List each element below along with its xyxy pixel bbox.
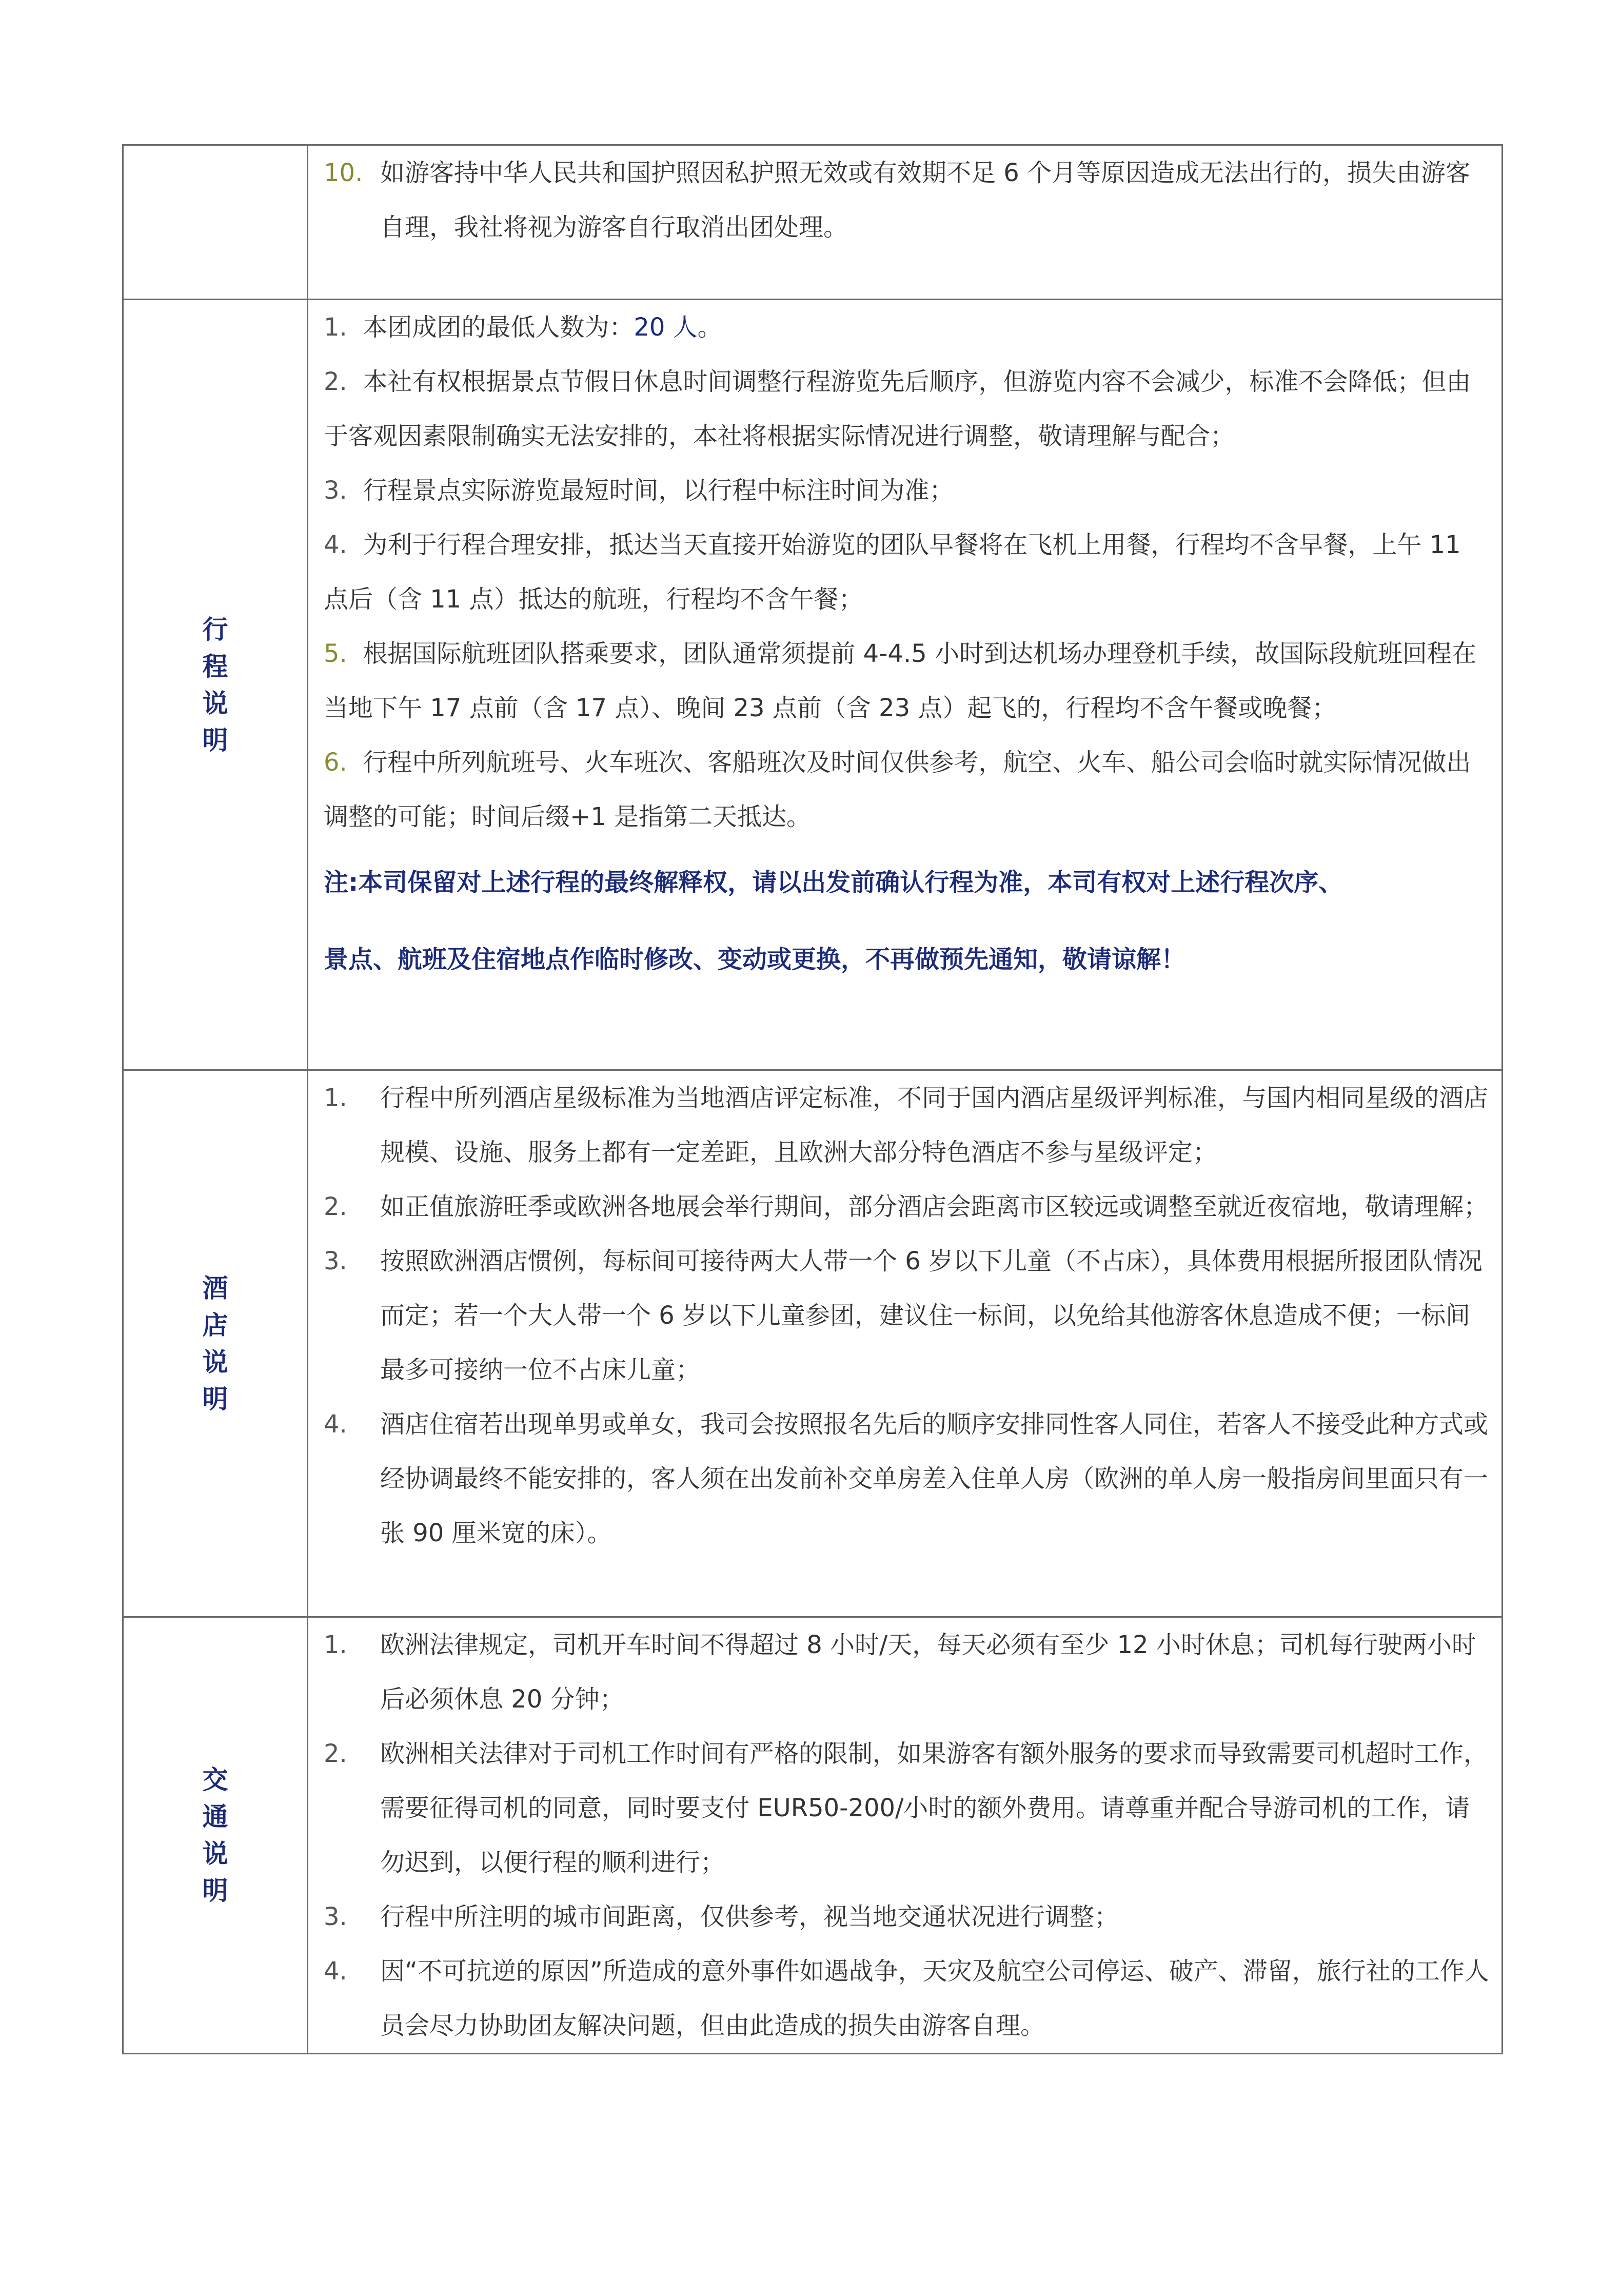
- section-content-continuation: [308, 145, 1503, 300]
- item-number: 2.: [324, 367, 347, 396]
- section-label-cell-empty: [123, 145, 308, 300]
- list-item: [324, 146, 1491, 254]
- item-text: 行程中所列航班号、火车班次、客船班次及时间仅供参考，航空、火车、船公司会临时就实际情况做出调整的可能；时间后缀+1 是指第二天抵达。: [324, 748, 1471, 831]
- item-text: 本社有权根据景点节假日休息时间调整行程游览先后顺序，但游览内容不会减少，标准不会降低；但由于客观因素限制确实无法安排的，本社将根据实际情况进行调整，敬请理解与配合；: [324, 367, 1471, 450]
- disclaimer-note-line-1: 注:本司保留对上述行程的最终解释权，请以出发前确认行程为准，本司有权对上述行程次序、: [324, 868, 1343, 897]
- item-text: 欧洲法律规定，司机开车时间不得超过 8 小时/天，每天必须有至少 12 小时休息；司机每行驶两小时后必须休息 20 分钟；: [380, 1631, 1476, 1714]
- item-number: 4.: [324, 1957, 347, 1986]
- list-item: [324, 1180, 1491, 1234]
- item-text: 根据国际航班团队搭乘要求，团队通常须提前 4-4.5 小时到达机场办理登机手续，故国际段航班回程在当地下午 17 点前（含 17 点）、晚间 23 点前（含 23 点）起飞的，行程均不含午餐或晚餐；: [324, 639, 1477, 722]
- item-text: 本团成团的最低人数为：: [363, 313, 634, 342]
- section-content-hotel: [308, 1070, 1503, 1617]
- item-number: 3.: [324, 1902, 347, 1931]
- list-item: [324, 355, 1491, 463]
- item-text: 因“不可抗逆的原因”所造成的意外事件如遇战争，天灾及航空公司停运、破产、滞留，旅行社的工作人员会尽力协助团友解决问题，但由此造成的损失由游客自理。: [380, 1957, 1489, 2040]
- section-row-hotel: [123, 1070, 1503, 1617]
- item-number: 5.: [324, 639, 347, 668]
- section-label-cell: [123, 1617, 308, 2054]
- item-number: 4.: [324, 531, 347, 559]
- item-number: 2.: [324, 1192, 347, 1221]
- section-row-itinerary: [123, 300, 1503, 1070]
- list-item: [324, 1397, 1491, 1560]
- item-number: 6.: [324, 748, 347, 777]
- list-item: [324, 463, 1491, 518]
- section-row-transport: [123, 1617, 1503, 2054]
- item-text-end: 。: [697, 313, 722, 342]
- item-text: 行程中所注明的城市间距离，仅供参考，视当地交通状况进行调整；: [380, 1902, 1119, 1931]
- item-text: 按照欧洲酒店惯例，每标间可接待两大人带一个 6 岁以下儿童（不占床），具体费用根据所报团队情况而定；若一个大人带一个 6 岁以下儿童参团，建议住一标间，以免给其他游客休息造成不便；一标间最多可接纳一位不占床儿童；: [380, 1247, 1483, 1384]
- item-text: 行程景点实际游览最短时间，以行程中标注时间为准；: [363, 476, 954, 505]
- section-content-transport: [308, 1617, 1503, 2054]
- item-number: 1.: [324, 1084, 347, 1112]
- item-number: 10.: [324, 159, 363, 187]
- list-item: [324, 300, 1491, 355]
- item-text: 为利于行程合理安排，抵达当天直接开始游览的团队早餐将在飞机上用餐，行程均不含早餐，上午 11 点后（含 11 点）抵达的航班，行程均不含午餐；: [324, 531, 1461, 614]
- section-label-transport: 交通说明: [202, 1765, 228, 1906]
- list-item: [324, 1234, 1491, 1397]
- list-item: [324, 1890, 1491, 1944]
- item-text: 行程中所列酒店星级标准为当地酒店评定标准，不同于国内酒店星级评判标准，与国内相同星级的酒店规模、设施、服务上都有一定差距，且欧洲大部分特色酒店不参与星级评定；: [380, 1084, 1489, 1167]
- list-item: [324, 1726, 1491, 1890]
- section-label-itinerary: 行程说明: [202, 614, 228, 755]
- item-text: 欧洲相关法律对于司机工作时间有严格的限制，如果游客有额外服务的要求而导致需要司机超时工作，需要征得司机的同意，同时要支付 EUR50-200/小时的额外费用。请尊重并配合导游司机的工作，请勿迟到，以便行程的顺利进行；: [380, 1739, 1489, 1877]
- item-text: 如正值旅游旺季或欧洲各地展会举行期间，部分酒店会距离市区较远或调整至就近夜宿地，敬请理解；: [380, 1192, 1489, 1221]
- disclaimer-note-line-2: 景点、航班及住宿地点作临时修改、变动或更换，不再做预先通知，敬请谅解！: [324, 945, 1186, 974]
- min-group-size: 20 人: [634, 313, 698, 342]
- list-item: [324, 626, 1491, 735]
- item-number: 1.: [324, 313, 347, 342]
- info-table: [122, 144, 1503, 2054]
- list-item: [324, 1618, 1491, 1726]
- section-label-cell: [123, 300, 308, 1070]
- item-number: 2.: [324, 1739, 347, 1768]
- item-number: 3.: [324, 476, 347, 505]
- item-number: 4.: [324, 1410, 347, 1439]
- section-label-cell: [123, 1070, 308, 1617]
- item-text: 酒店住宿若出现单男或单女，我司会按照报名先后的顺序安排同性客人同住，若客人不接受此种方式或经协调最终不能安排的，客人须在出发前补交单房差入住单人房（欧洲的单人房一般指房间里面只有一张 90 厘米宽的床）。: [380, 1410, 1489, 1547]
- section-row-continuation: [123, 145, 1503, 300]
- item-text: 如游客持中华人民共和国护照因私护照无效或有效期不足 6 个月等原因造成无法出行的，损失由游客自理，我社将视为游客自行取消出团处理。: [380, 159, 1471, 242]
- section-label-hotel: 酒店说明: [202, 1273, 228, 1414]
- list-item: [324, 518, 1491, 626]
- item-number: 1.: [324, 1631, 347, 1659]
- section-content-itinerary: [308, 300, 1503, 1070]
- list-item: [324, 735, 1491, 844]
- list-item: [324, 1944, 1491, 2053]
- item-number: 3.: [324, 1247, 347, 1275]
- list-item: [324, 1071, 1491, 1180]
